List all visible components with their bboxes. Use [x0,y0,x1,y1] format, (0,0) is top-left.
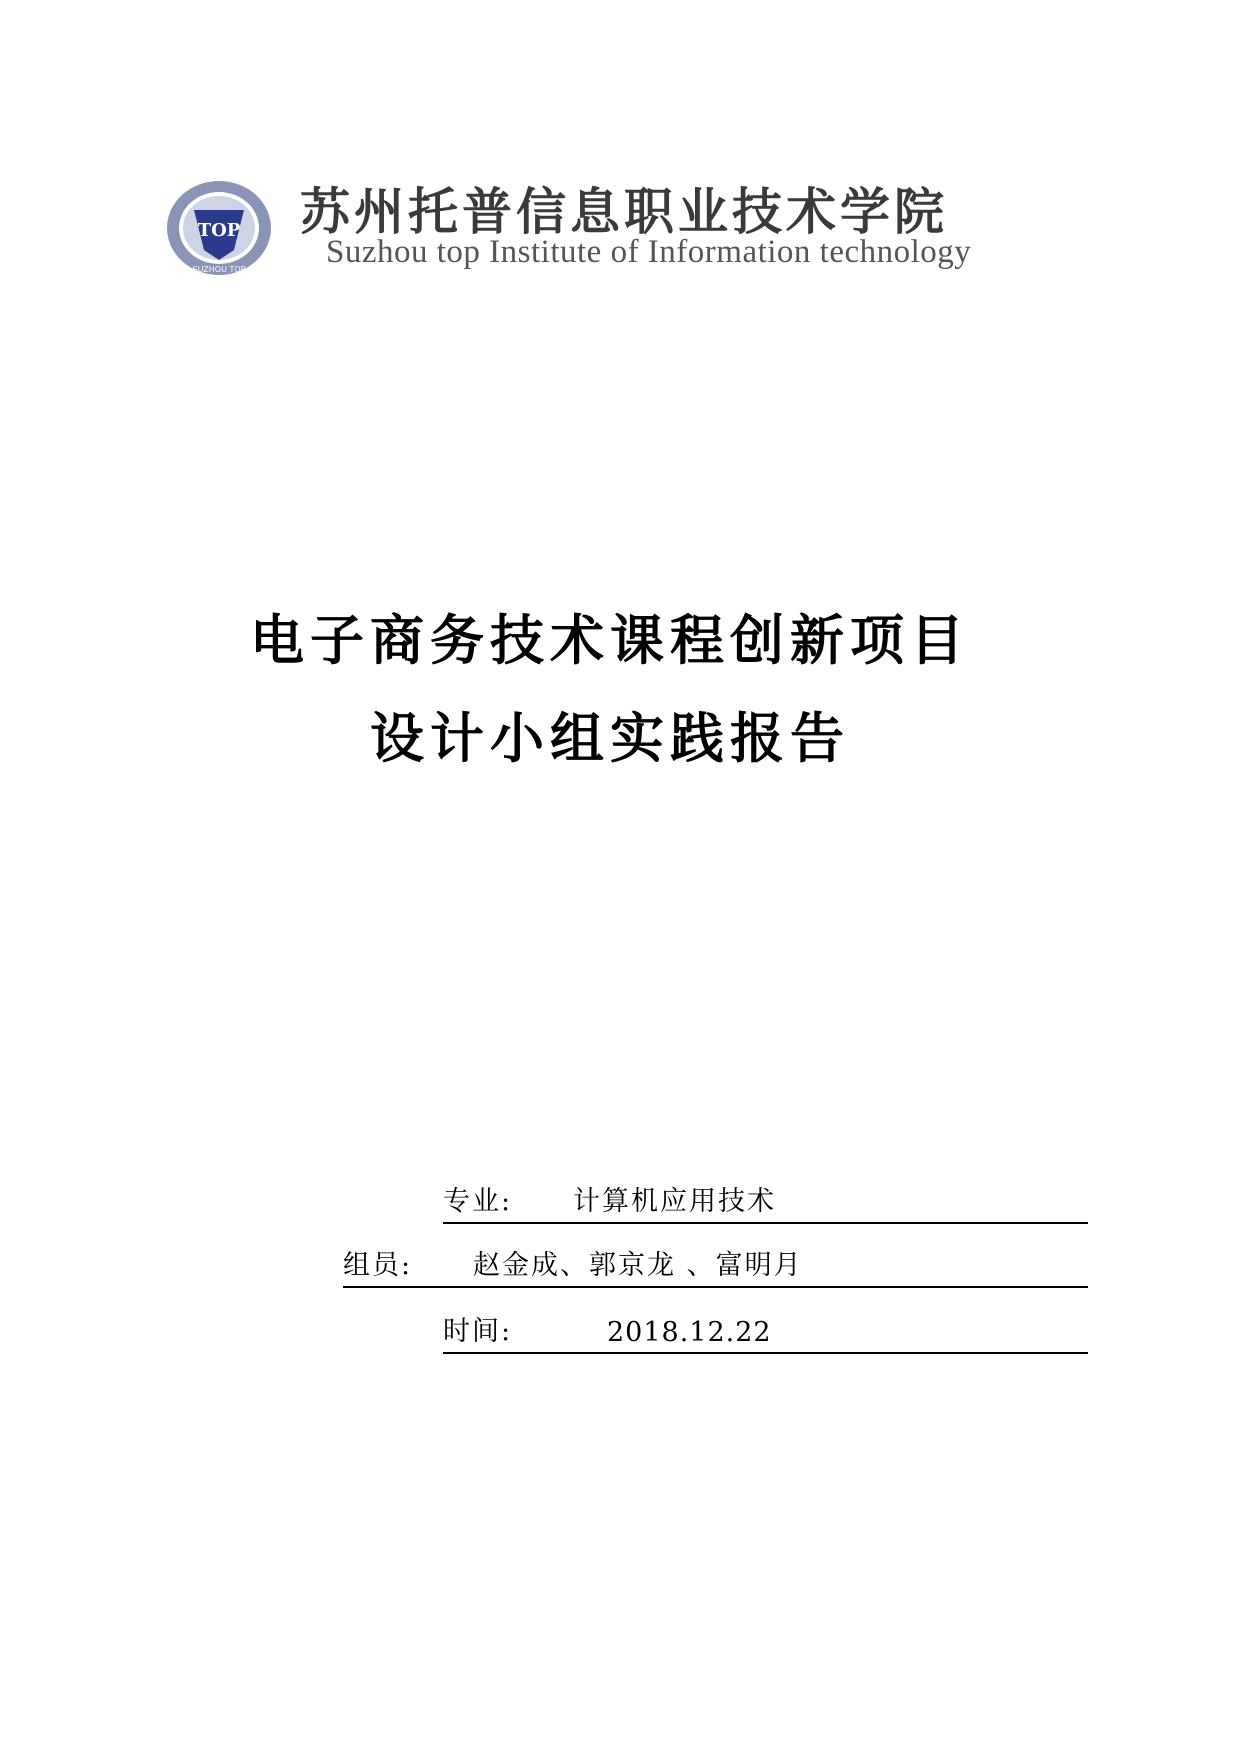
date-value: 2018.12.22 [607,1317,772,1348]
report-title-line-1: 电子商务技术课程创新项目 [250,608,970,672]
major-value: 计算机应用技术 [573,1186,776,1217]
report-title-line-2: 设计小组实践报告 [370,706,850,770]
date-label: 时间: [443,1316,513,1347]
date-field [443,1310,1088,1354]
school-name-en: Suzhou top Institute of Information technology [326,234,972,270]
seal-monogram: TOP [197,220,241,241]
school-header [160,170,1090,280]
members-field [343,1244,1088,1288]
major-label: 专业: [443,1186,513,1217]
school-seal-icon [164,178,274,278]
seal-ring-text: SUZHOU TOP [192,265,246,274]
school-name-cn: 苏州托普信息职业技术学院 [300,183,948,241]
members-value: 赵金成、郭京龙 、富明月 [473,1250,803,1281]
members-label: 组员: [343,1250,413,1281]
major-field [443,1180,1088,1224]
